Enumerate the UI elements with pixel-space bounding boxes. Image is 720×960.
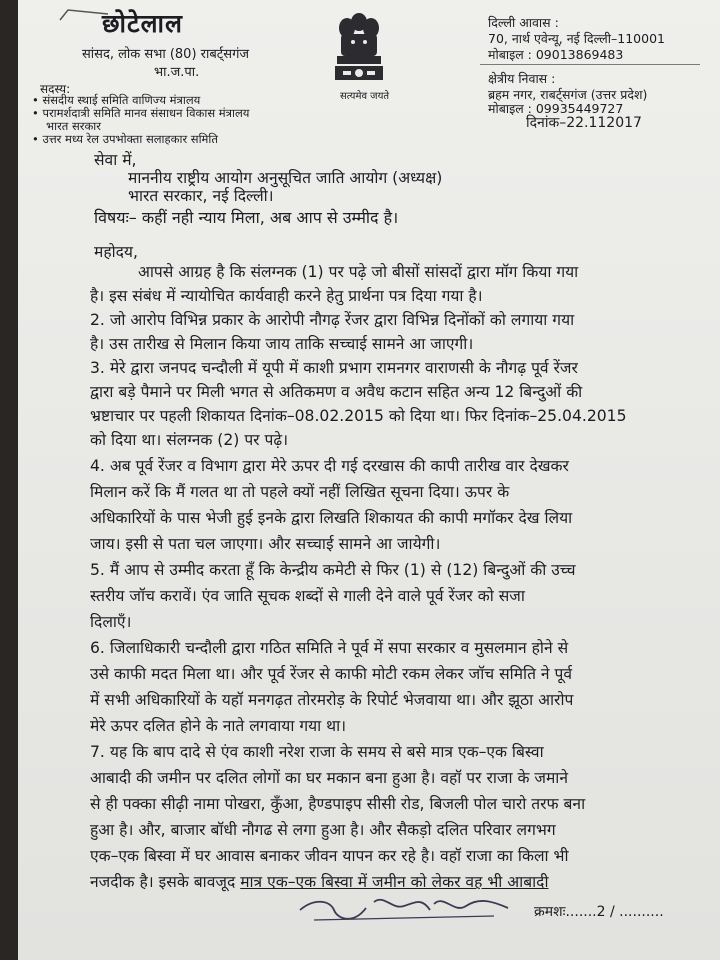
members-title: सदस्य: (40, 82, 71, 96)
body-line: से ही पक्का सीढ़ी नामा पोखरा, कुँआ, हैण्डपाइप सीसी रोड, बिजली पोल चारो तरफ बना (90, 795, 586, 813)
body-line: आबादी की जमीन पर दलित लोगों का घर मकान बना हुआ है। वहॉ पर राजा के जमाने (90, 769, 568, 787)
address-divider (480, 64, 700, 65)
body-line: द्वारा बड़े पैमाने पर मिली भगत से अतिकमण व अवैध कटान सहित अन्य 12 बिन्दुओं की (90, 383, 583, 401)
delhi-address: 70, नार्थ एवेन्यू, नई दिल्ली–110001 (488, 31, 665, 46)
body-line: आपसे आग्रह है कि संलग्नक (1) पर पढ़े जो बीसों सांसदों द्वारा मॉग किया गया (138, 263, 579, 281)
body-line: 4. अब पूर्व रेंजर व विभाग द्वारा मेरे ऊपर दी गई दरखास की कापी तारीख वार देखकर (90, 457, 569, 475)
recipient-line: माननीय राष्ट्रीय आयोग अनुसूचित जाति आयोग (अध्यक्ष) (128, 169, 443, 187)
national-emblem-icon (331, 8, 387, 88)
last-line-text: नजदीक है। इसके बावजूद (90, 873, 241, 891)
membership-item: भारत सरकार (46, 119, 101, 133)
body-line: एक–एक बिस्वा में घर आवास बनाकर जीवन यापन कर रहे है। वहॉ राजा का किला भी (90, 847, 569, 865)
handwritten-signature (294, 880, 514, 932)
local-address-label: क्षेत्रीय निवास : (488, 71, 556, 86)
body-line: उसे काफी मदत मिला था। और पूर्व रेंजर से काफी मोटी रकम लेकर जॉच समिति ने पूर्व (90, 665, 573, 683)
letter-subject: विषयः– कहीं नही न्याय मिला, अब आप से उम्मीद है। (94, 208, 399, 227)
body-line: 3. मेरे द्वारा जनपद चन्दौली में यूपी में काशी प्रभाग रामनगर वाराणसी के नौगढ़ पूर्व रेंजर (90, 359, 578, 377)
body-line: है। उस तारीख से मिलान किया जाय ताकि सच्चाई सामने आ जाएगी। (90, 335, 474, 353)
letter-date: दिनांक–22.112017 (526, 115, 642, 131)
body-line: मेरे ऊपर दलित होने के नाते लगवाया गया था। (90, 717, 347, 735)
emblem-motto: सत्यमेव जयते (340, 91, 390, 102)
page-continuation: क्रमशः.......2 / .......... (534, 904, 664, 920)
body-line: मिलान करें कि मैं गलत था तो पहले क्यों नहीं लिखित सूचना दिया। ऊपर के (90, 483, 510, 501)
mp-designation: सांसद, लोक सभा (80) राबर्ट्सगंज (82, 47, 250, 62)
mp-name: छोटेलाल (102, 9, 183, 38)
body-line: है। इस संबंध में न्यायोचित कार्यवाही करने हेतु प्रार्थना पत्र दिया गया है। (90, 287, 483, 305)
body-line: 5. मैं आप से उम्मीद करता हूँ कि केन्द्रीय कमेटी से फिर (1) से (12) बिन्दुओं की उच्च (90, 561, 576, 579)
salutation: सेवा में, (94, 151, 137, 169)
letter-page (18, 0, 720, 960)
mp-party: भा.ज.पा. (154, 65, 200, 80)
body-line: 7. यह कि बाप दादे से एंव काशी नरेश राजा के समय से बसे मात्र एक–एक बिस्वा (90, 743, 544, 761)
body-line: 2. जो आरोप विभिन्न प्रकार के आरोपी नौगढ़ रेंजर द्वारा विभिन्न दिनोंकों को लगाया गया (90, 311, 575, 329)
underlined-text: मात्र एक–एक बिस्वा में जमीन को लेकर वह भी आबादी (240, 873, 549, 891)
body-line: दिलाएँ। (90, 613, 132, 631)
local-address: ब्रहम नगर, राबर्ट्सगंज (उत्तर प्रदेश) (488, 87, 648, 102)
body-line: 6. जिलाधिकारी चन्दौली द्वारा गठित समिति ने पूर्व में सपा सरकार व मुसलमान होने से (90, 639, 569, 657)
membership-item: • संसदीय स्थाई समिति वाणिज्य मंत्रालय (32, 93, 201, 107)
membership-item: • उत्तर मध्य रेल उपभोक्ता सलाहकार समिति (32, 132, 218, 146)
membership-list (32, 94, 332, 146)
delhi-address-label: दिल्ली आवास : (488, 15, 559, 30)
body-line: को दिया था। संलग्नक (2) पर पढ़े। (90, 431, 289, 449)
body-line: जाय। इसी से पता चल जाएगा। और सच्चाई सामने आ जायेगी। (90, 535, 441, 553)
greeting: महोदय, (94, 243, 138, 261)
body-line: हुआ है। और, बाजार बॉधी नौगढ से लगा हुआ है। और सैकड़ो दलित परिवार लगभग (90, 821, 556, 839)
membership-item: • परामर्शदात्री समिति मानव संसाधन विकास मंत्रालय (32, 106, 250, 120)
local-mobile: मोबाइल : 09935449727 (488, 101, 624, 116)
delhi-mobile: मोबाइल : 09013869483 (488, 47, 624, 62)
body-line: में सभी अधिकारियों के यहॉ मनगढ़त तोरमरोड़ के रिपोर्ट भेजवाया था। और झूठा आरोप (90, 691, 574, 709)
recipient-line: भारत सरकार, नई दिल्ली। (128, 187, 274, 205)
body-line: अधिकारियों के पास भेजी हुई इनके द्वारा लिखति शिकायत की कापी मगॉकर देख लिया (90, 509, 573, 527)
body-line: भ्रष्टाचार पर पहली शिकायत दिनांक–08.02.2015 को दिया था। फिर दिनांक–25.04.2015 (90, 407, 627, 425)
body-line: स्तरीय जॉच करावें। एंव जाति सूचक शब्दों से गाली देने वाले पूर्व रेंजर को सजा (90, 587, 525, 605)
